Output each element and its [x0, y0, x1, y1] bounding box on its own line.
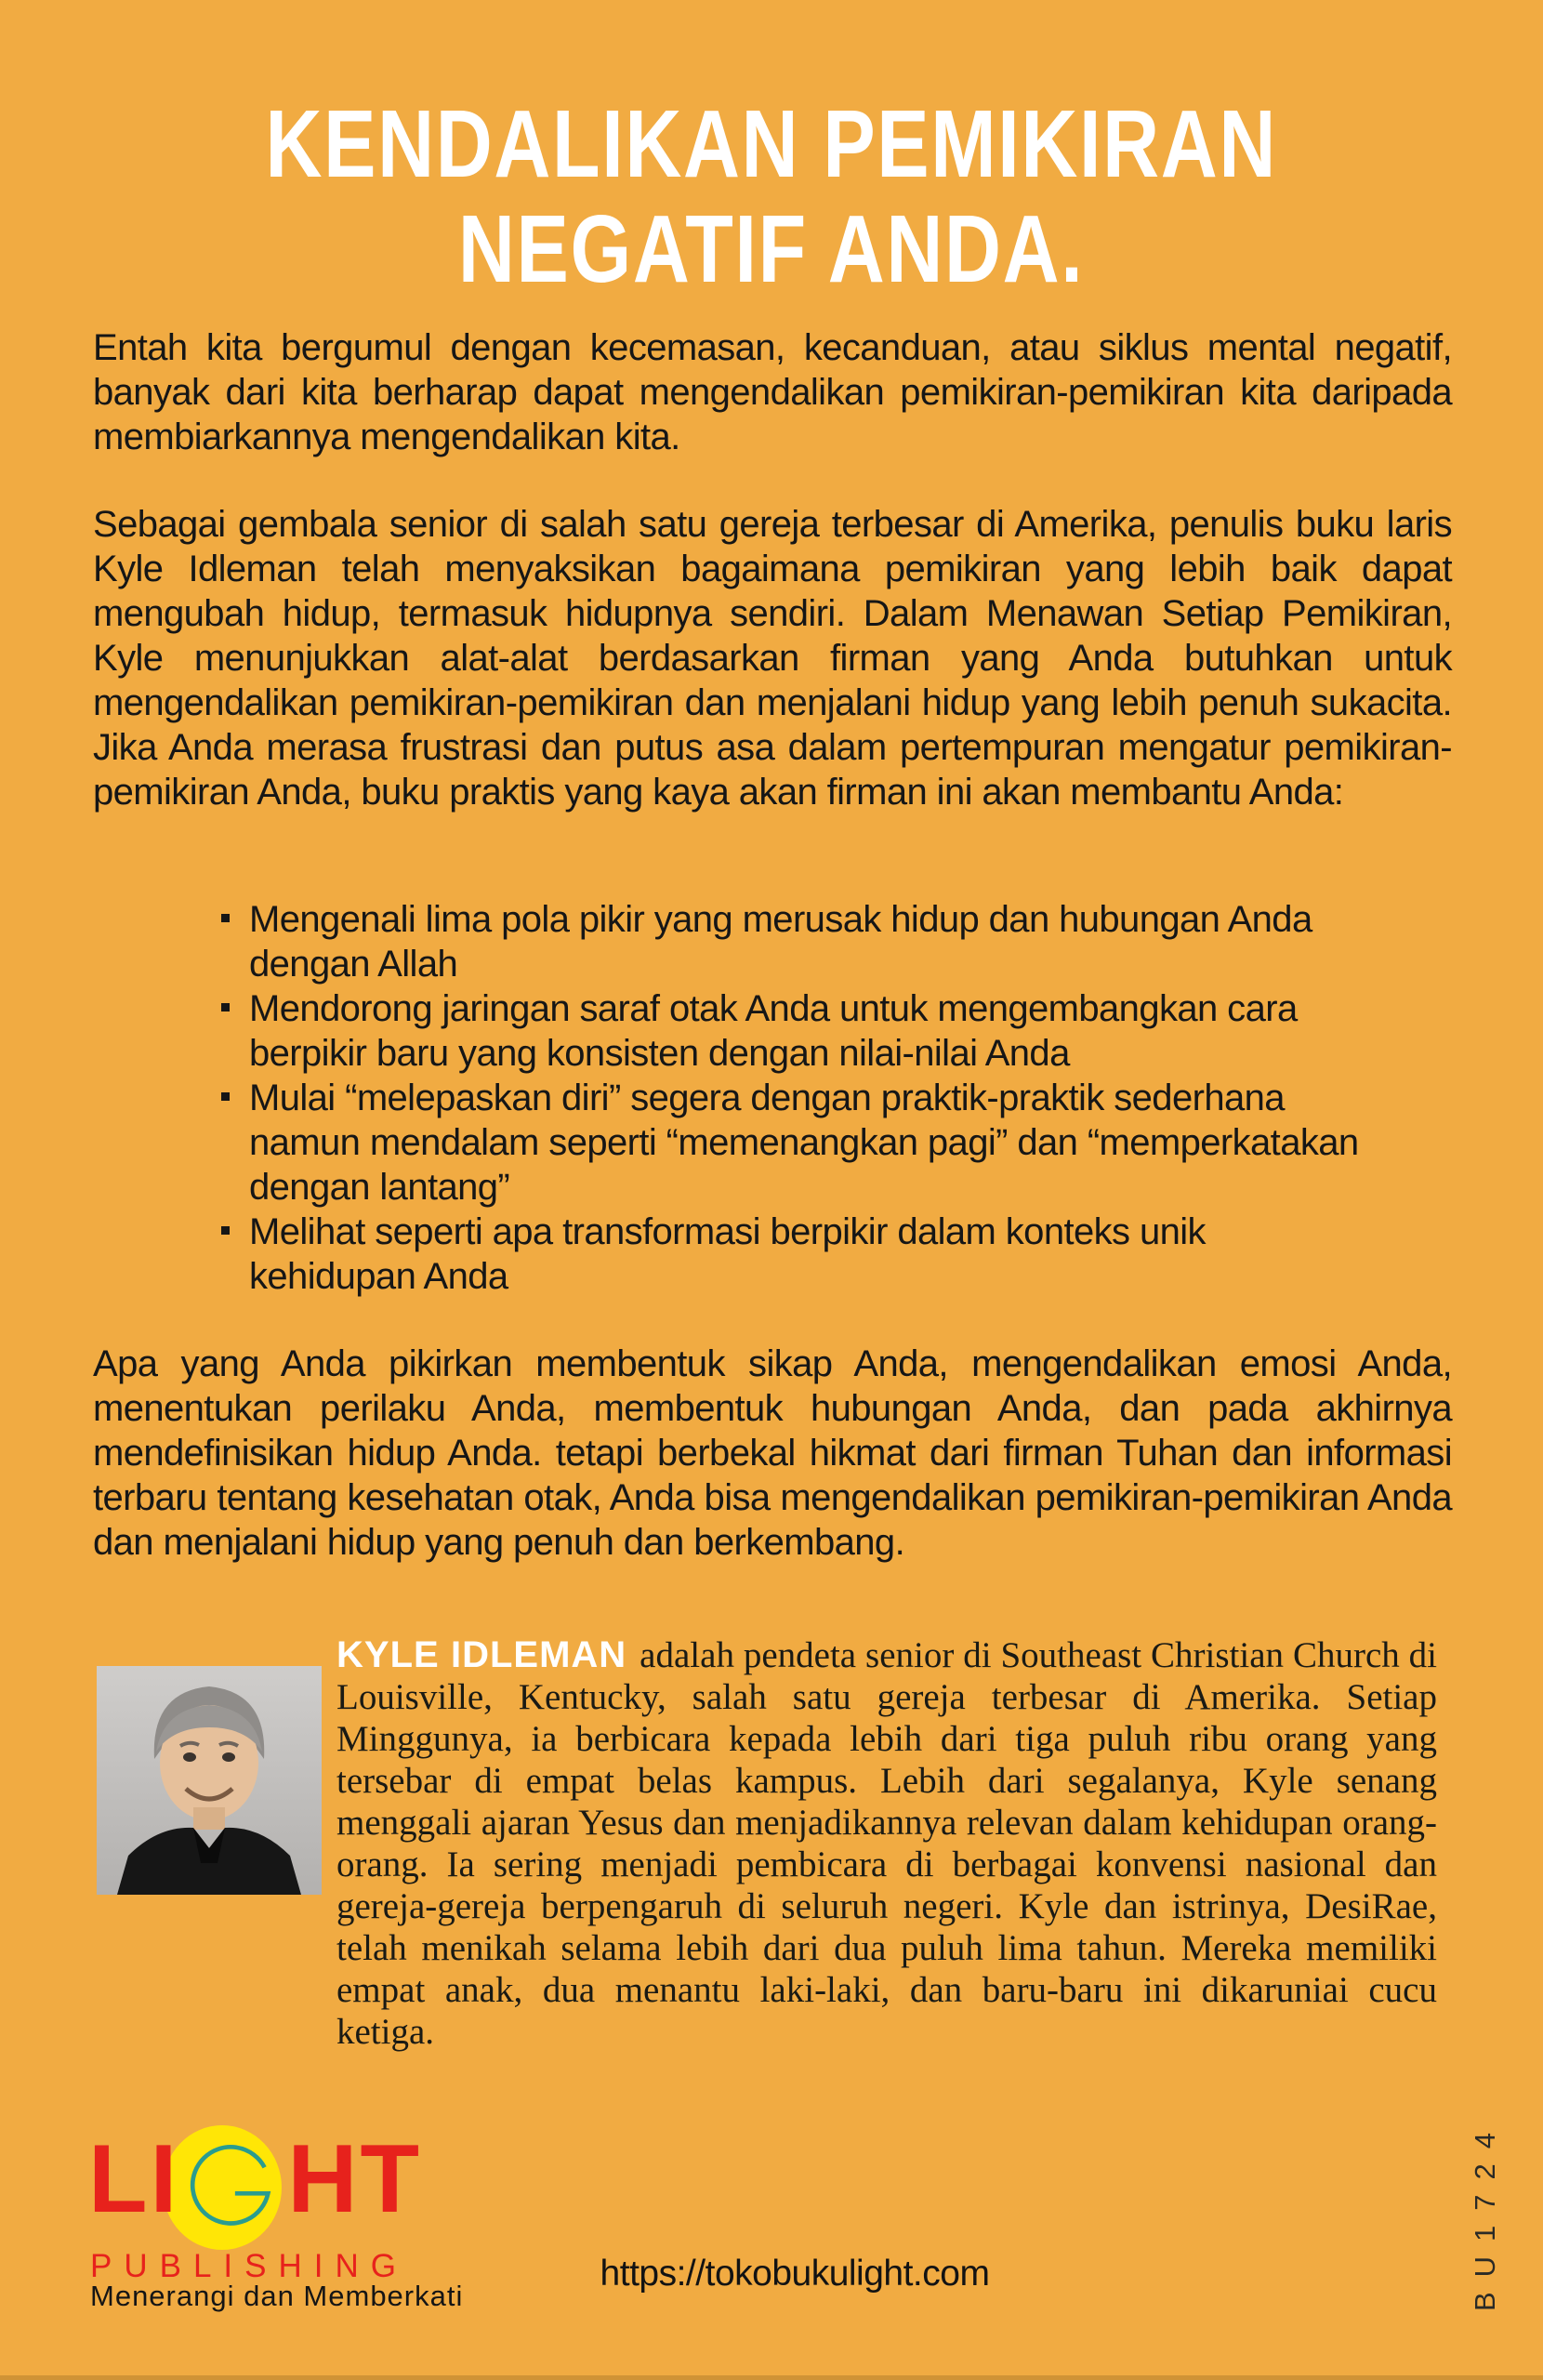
author-photo	[97, 1666, 322, 1895]
bullet-item: Mengenali lima pola pikir yang merusak hidup dan hubungan Anda dengan Allah	[221, 897, 1366, 986]
intro-paragraph: Entah kita bergumul dengan kecemasan, kecanduan, atau siklus mental negatif, banyak dari kita berharap dapat mengendalikan pemikiran-pemikiran kita daripada membiarkannya mengendalikan kita.	[93, 327, 1452, 457]
closing-paragraph: Apa yang Anda pikirkan membentuk sikap Anda, mengendalikan emosi Anda, menentukan perilaku Anda, membentuk hubungan Anda, dan pada akhirnya mendefinisikan hidup Anda. tetapi berbekal hikmat dari firman Tuhan dan informasi terbaru tentang kesehatan otak, Anda bisa mengendalikan pemikiran-pemikiran Anda dan menjalani hidup yang penuh dan berkembang.	[93, 1343, 1452, 1563]
author-name: KYLE IDLEMAN	[336, 1634, 627, 1675]
publisher-line: PUBLISHING	[90, 2248, 408, 2284]
book-title	[0, 91, 1543, 301]
description-paragraph: Sebagai gembala senior di salah satu gereja terbesar di Amerika, penulis buku laris Kyle Idleman telah menyaksikan bagaimana pemikiran yang lebih baik dapat mengubah hidup, termasuk hidupnya sendiri. Dalam Menawan Setiap Pemikiran, Kyle menunjukkan alat-alat berdasarkan firman yang Anda butuhkan untuk mengendalikan pemikiran-pemikiran dan menjalani hidup yang lebih penuh sukacita. Jika Anda merasa frustrasi dan putus asa dalam pertempuran mengatur pemikiran-pemikiran Anda, buku praktis yang kaya akan firman ini akan membantu Anda:	[93, 504, 1452, 813]
bullet-item: Melihat seperti apa transformasi berpikir dalam konteks unik kehidupan Anda	[221, 1210, 1366, 1299]
catalog-code: BU1724	[1469, 2117, 1501, 2312]
logo-letters-ht: HT	[287, 2125, 423, 2233]
publisher-logo	[88, 2125, 488, 2317]
bullet-item: Mendorong jaringan saraf otak Anda untuk mengembangkan cara berpikir baru yang konsisten dengan nilai-nilai Anda	[221, 986, 1366, 1076]
book-title-line1: KENDALIKAN PEMIKIRAN	[265, 90, 1278, 197]
book-title-line2: NEGATIF ANDA.	[458, 195, 1085, 302]
logo-wordmark	[88, 2125, 488, 2237]
author-bio-text	[336, 1634, 1437, 2053]
publisher-tagline: Menerangi dan Memberkati	[90, 2280, 464, 2312]
logo-letters-li: LI	[88, 2125, 180, 2233]
logo-g-icon	[181, 2133, 285, 2237]
publisher-url-link[interactable]: https://tokobukulight.com	[600, 2254, 990, 2294]
author-bio-section	[97, 1634, 1437, 2053]
cover-bottom-edge	[0, 2375, 1543, 2380]
bullet-item: Mulai “melepaskan diri” segera dengan praktik-praktik sederhana namun mendalam seperti “memenangkan pagi” dan “memperkatakan dengan lantang”	[221, 1076, 1366, 1210]
author-bio-body: adalah pendeta senior di Southeast Christian Church di Louisville, Kentucky, salah satu gereja terbesar di Amerika. Setiap Minggunya, ia berbicara kepada lebih dari tiga puluh ribu orang yang tersebar di empat belas kampus. Lebih dari segalanya, Kyle senang menggali ajaran Yesus dan menjadikannya relevan dalam kehidupan orang-orang. Ia sering menjadi pembicara di berbagai konvensi nasional dan gereja-gereja berpengaruh di seluruh negeri. Kyle dan istrinya, DesiRae, telah menikah selama lebih dari dua puluh lima tahun. Mereka memiliki empat anak, dua menantu laki-laki, dan baru-baru ini dikaruniai cucu ketiga.	[336, 1635, 1438, 2052]
feature-bullet-list	[221, 897, 1366, 1299]
